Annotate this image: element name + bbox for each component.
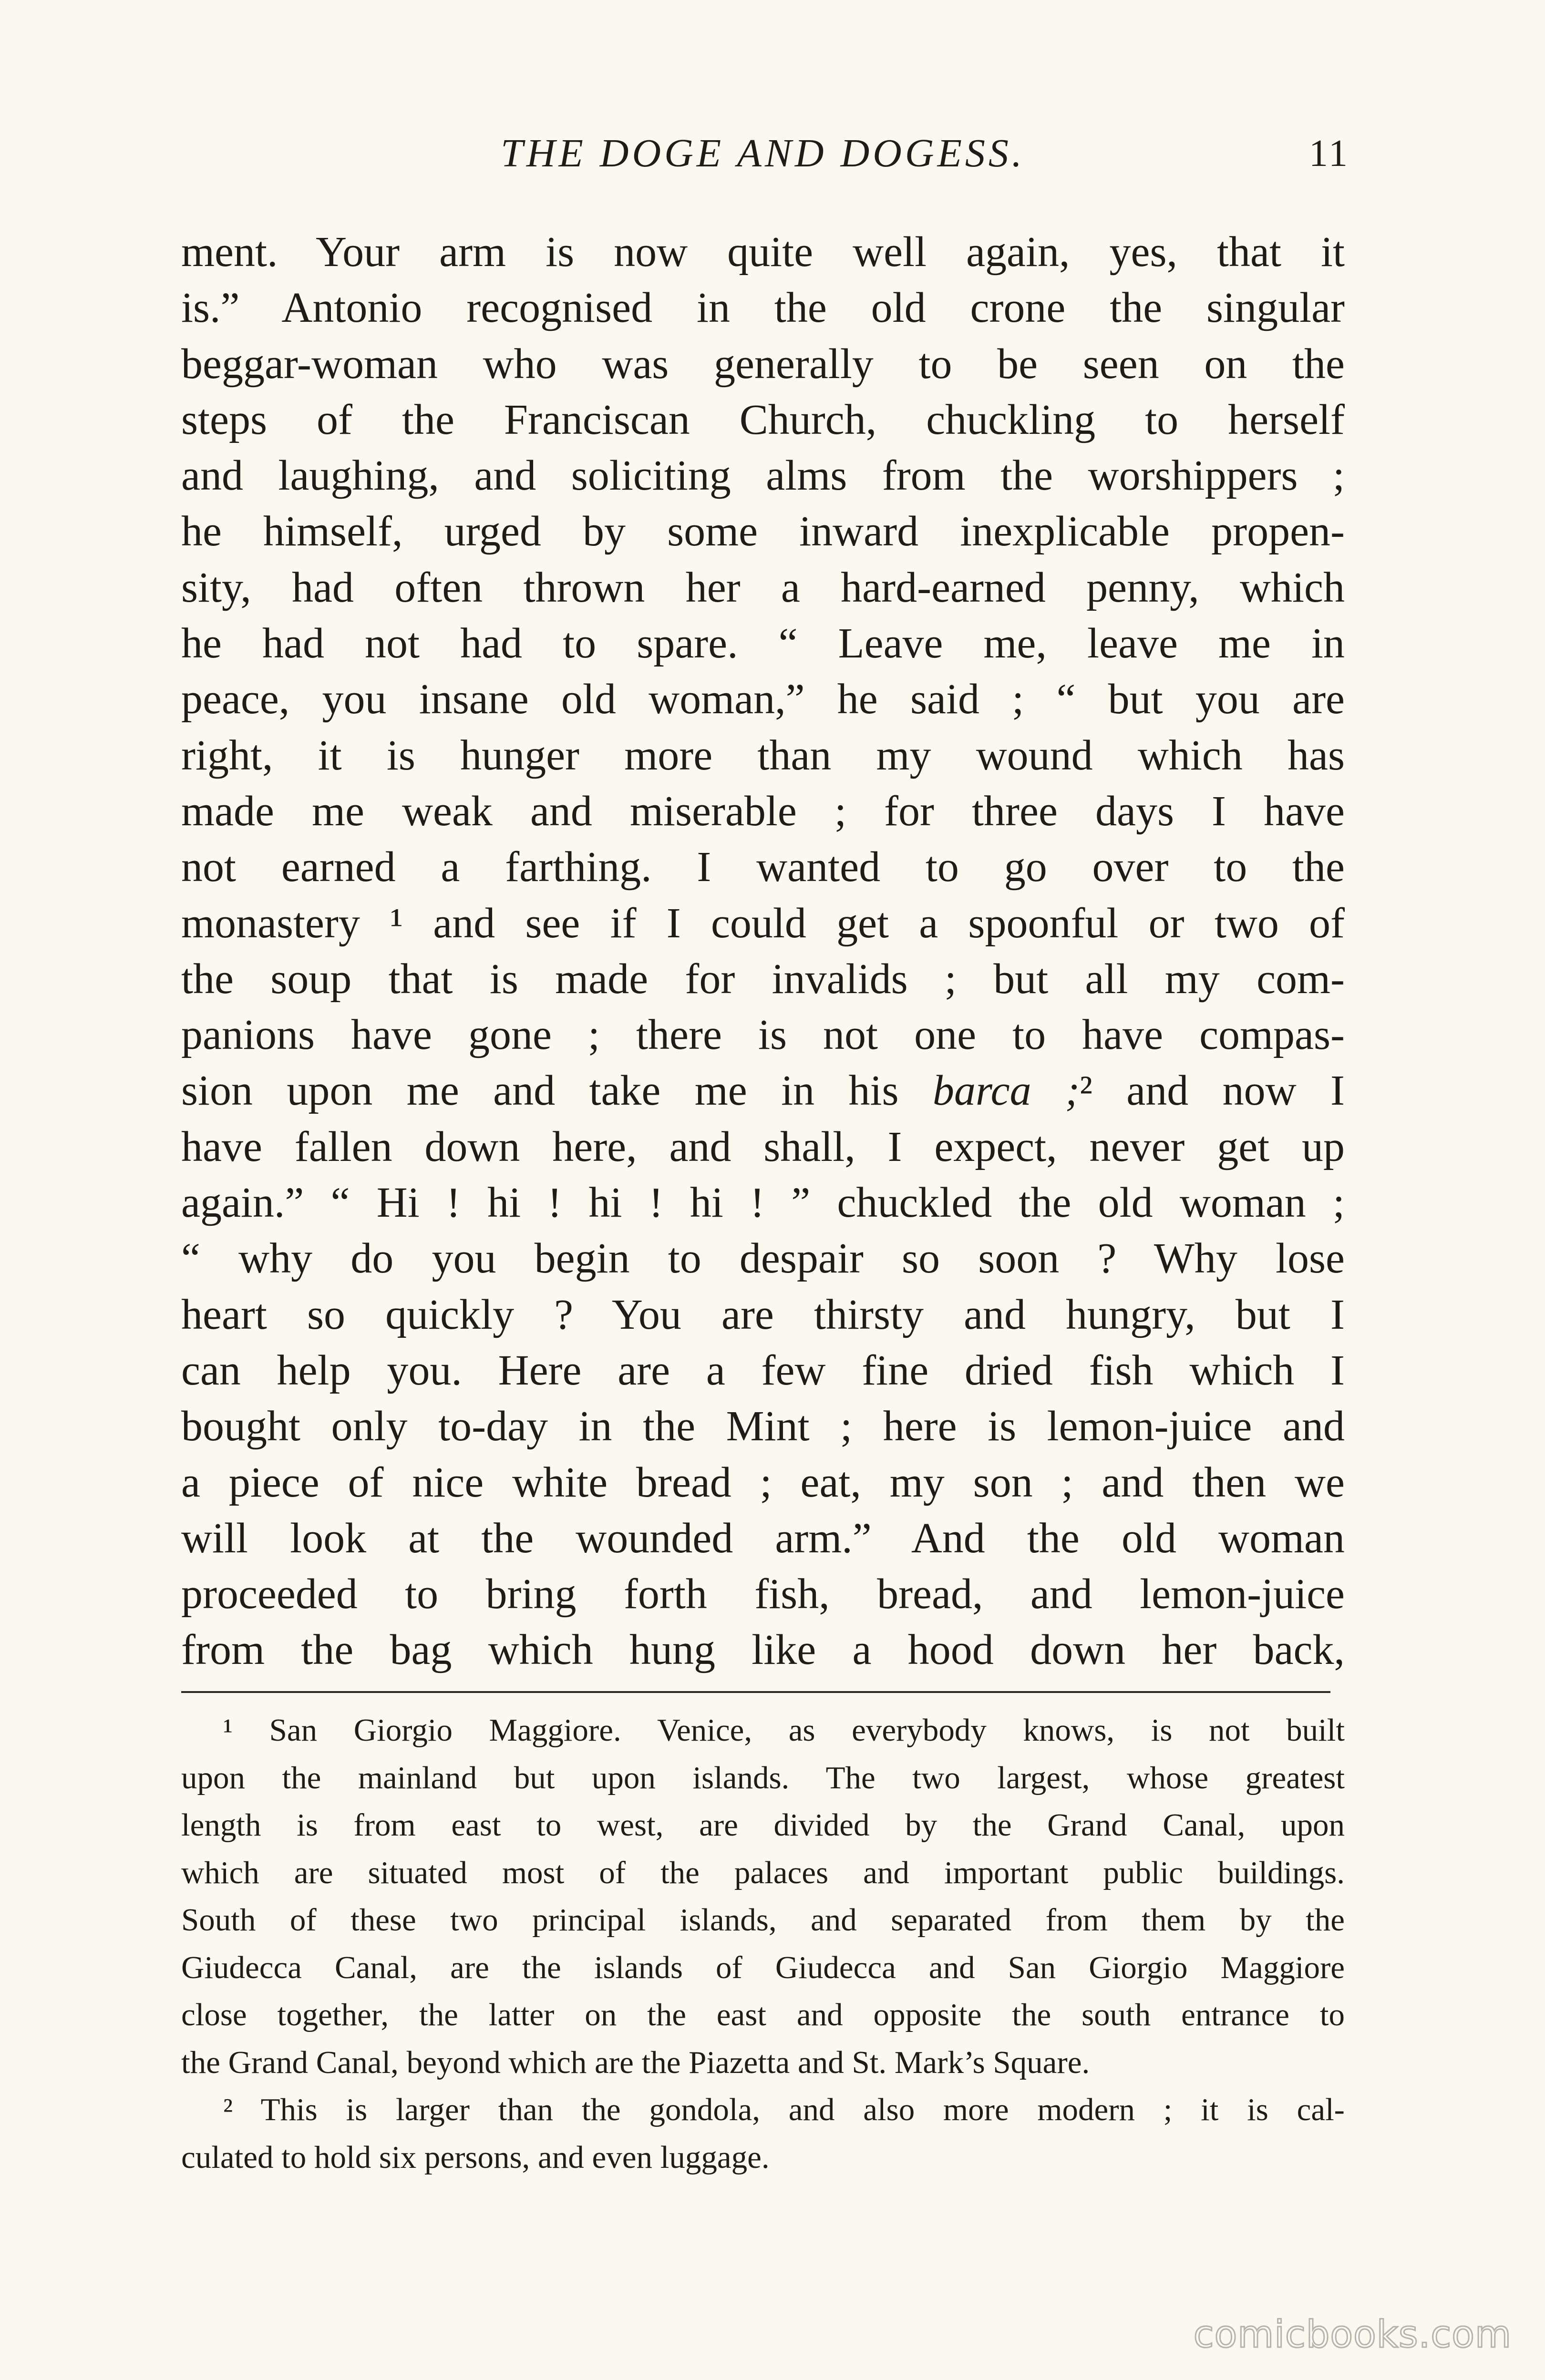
footnote-line: culated to hold six persons, and even luggage. bbox=[181, 2139, 770, 2175]
page-number: 11 bbox=[1308, 133, 1349, 174]
footnote-line: South of these two principal islands, and separated from them by the bbox=[181, 1902, 1345, 1938]
running-title: THE DOGE AND DOGESS. bbox=[501, 131, 1025, 175]
body-line: he himself, urged by some inward inexplicable propen- bbox=[181, 508, 1345, 555]
body-line-start: sion upon me and take me in his bbox=[181, 1067, 899, 1115]
body-line: can help you. Here are a few fine dried fish which I bbox=[181, 1346, 1345, 1394]
body-text bbox=[181, 224, 1345, 1678]
footnote-line: ¹ San Giorgio Maggiore. Venice, as everybody knows, is not built bbox=[223, 1713, 1345, 1748]
body-line: heart so quickly ? You are thirsty and hungry, but I bbox=[181, 1291, 1345, 1338]
footnote-divider bbox=[181, 1691, 1330, 1693]
body-line: peace, you insane old woman,” he said ; “ but you are bbox=[181, 676, 1345, 723]
body-line: from the bag which hung like a hood down her back, bbox=[181, 1626, 1345, 1674]
running-head bbox=[181, 125, 1349, 182]
body-line: sity, had often thrown her a hard-earned penny, which bbox=[181, 564, 1345, 611]
body-line: a piece of nice white bread ; eat, my son ; and then we bbox=[181, 1458, 1345, 1506]
italic-term-barca: barca ; bbox=[932, 1067, 1080, 1115]
body-line: monastery ¹ and see if I could get a spoonful or two of bbox=[181, 899, 1345, 947]
body-line: “ why do you begin to despair so soon ? Why lose bbox=[181, 1235, 1345, 1282]
body-line: panions have gone ; there is not one to have compas- bbox=[181, 1011, 1345, 1059]
footnote-line: the Grand Canal, beyond which are the Piazetta and St. Mark’s Square. bbox=[181, 2044, 1090, 2080]
body-line: and laughing, and soliciting alms from the worshippers ; bbox=[181, 452, 1345, 500]
body-line: not earned a farthing. I wanted to go over to the bbox=[181, 843, 1345, 891]
body-line: have fallen down here, and shall, I expect, never get up bbox=[181, 1123, 1345, 1170]
body-line: again.” “ Hi ! hi ! hi ! hi ! ” chuckled the old woman ; bbox=[181, 1179, 1345, 1227]
body-line: he had not had to spare. “ Leave me, leave me in bbox=[181, 620, 1345, 667]
body-line: ment. Your arm is now quite well again, yes, that it bbox=[181, 228, 1345, 276]
body-line: the soup that is made for invalids ; but all my com- bbox=[181, 955, 1345, 1003]
footnote-line: which are situated most of the palaces and important public buildings. bbox=[181, 1855, 1345, 1890]
body-line: is.” Antonio recognised in the old crone the singular bbox=[181, 284, 1345, 332]
body-line: proceeded to bring forth fish, bread, and lemon-juice bbox=[181, 1570, 1345, 1618]
footnote-line: length is from east to west, are divided by the Grand Canal, upon bbox=[181, 1807, 1345, 1843]
body-line-with-italic bbox=[181, 1063, 1345, 1118]
watermark-logo: comicbooks.com bbox=[1193, 2313, 1512, 2356]
body-line-end: ² and now I bbox=[1079, 1067, 1345, 1115]
footnote-line: Giudecca Canal, are the islands of Giudecca and San Giorgio Maggiore bbox=[181, 1949, 1345, 1985]
footnote-line: close together, the latter on the east and opposite the south entrance to bbox=[181, 1997, 1345, 2032]
footnotes bbox=[181, 1707, 1345, 2181]
body-line: steps of the Franciscan Church, chuckling to herself bbox=[181, 396, 1345, 443]
body-line: beggar-woman who was generally to be seen on the bbox=[181, 340, 1345, 388]
body-line: right, it is hunger more than my wound which has bbox=[181, 731, 1345, 779]
footnote-line: ² This is larger than the gondola, and also more modern ; it is cal- bbox=[223, 2092, 1345, 2127]
body-line: bought only to-day in the Mint ; here is lemon-juice and bbox=[181, 1403, 1345, 1450]
body-line: made me weak and miserable ; for three days I have bbox=[181, 787, 1345, 835]
footnote-line: upon the mainland but upon islands. The two largest, whose greatest bbox=[181, 1760, 1345, 1795]
body-line: will look at the wounded arm.” And the old woman bbox=[181, 1514, 1345, 1562]
